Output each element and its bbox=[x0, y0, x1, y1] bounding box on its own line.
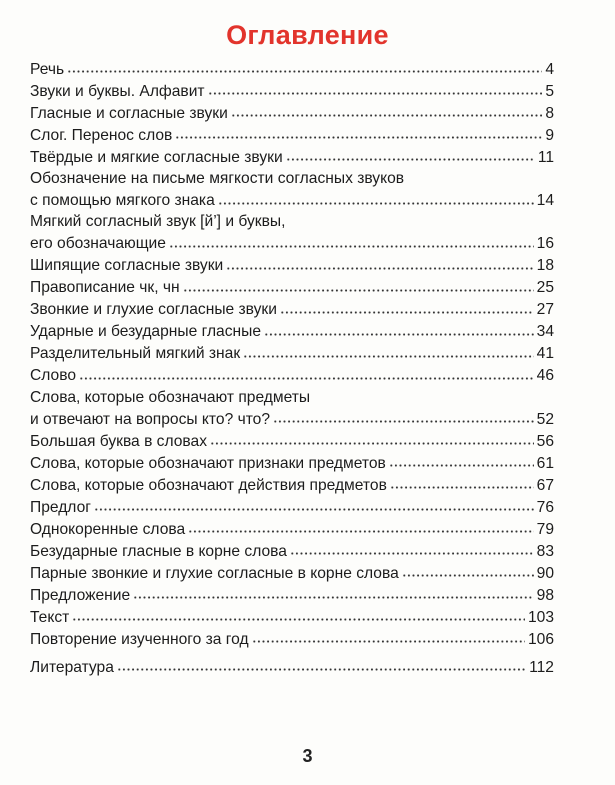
toc-entry-title: его обозначающие bbox=[30, 235, 166, 253]
toc-entry-title-line: Обозначение на письме мягкости согласных звуков bbox=[30, 170, 405, 187]
toc-entry-row bbox=[30, 474, 554, 496]
toc-entry-title: Литература bbox=[30, 658, 114, 676]
toc-entry bbox=[30, 518, 554, 540]
toc-entry-row bbox=[30, 562, 554, 584]
toc-entry-title: Твёрдые и мягкие согласные звуки bbox=[30, 148, 283, 166]
toc-entry bbox=[30, 255, 554, 277]
toc-entry-page: 14 bbox=[536, 192, 554, 209]
toc-entry-row bbox=[30, 277, 554, 299]
dot-leader bbox=[402, 562, 534, 578]
toc-entry bbox=[30, 211, 554, 254]
dot-leader bbox=[117, 656, 526, 672]
toc-entry-page: 106 bbox=[527, 630, 554, 648]
dot-leader bbox=[252, 628, 525, 644]
toc-entry-title: Безударные гласные в корне слова bbox=[30, 542, 287, 560]
dot-leader bbox=[243, 343, 533, 359]
toc-entry bbox=[30, 58, 554, 80]
toc-entry-page: 25 bbox=[536, 279, 554, 297]
toc-entry-title: Шипящие согласные звуки bbox=[30, 257, 224, 275]
dot-leader bbox=[290, 540, 534, 556]
toc-entry bbox=[30, 102, 554, 124]
toc-entry-row bbox=[30, 233, 554, 255]
toc-entry-page: 76 bbox=[536, 498, 554, 516]
toc-entry-page: 56 bbox=[536, 432, 554, 450]
dot-leader bbox=[218, 189, 534, 205]
toc-entry-title: Парные звонкие и глухие согласные в корне слова bbox=[30, 564, 399, 582]
toc-entry-title: Звуки и буквы. Алфавит bbox=[30, 82, 205, 100]
toc-entry-page: 16 bbox=[536, 235, 554, 253]
toc-entry bbox=[30, 584, 554, 606]
toc-entry-page: 112 bbox=[529, 658, 554, 676]
toc-entry-page: 27 bbox=[536, 301, 554, 319]
toc-entry-title: Ударные и безударные гласные bbox=[30, 323, 262, 341]
toc-entry bbox=[30, 606, 554, 628]
dot-leader bbox=[210, 430, 534, 446]
toc-entry bbox=[30, 277, 554, 299]
toc-entry bbox=[30, 321, 554, 343]
dot-leader bbox=[183, 277, 534, 293]
toc-entry-title: Речь bbox=[30, 60, 65, 78]
toc-entry-page: 52 bbox=[536, 410, 554, 428]
toc-entry-row bbox=[30, 146, 554, 168]
toc-entry-row bbox=[30, 584, 554, 606]
toc-entry-title: и отвечают на вопросы кто? что? bbox=[30, 410, 271, 428]
toc-entry-row bbox=[30, 189, 554, 211]
toc-entry bbox=[30, 656, 554, 678]
toc-entry-row bbox=[30, 365, 554, 387]
toc-entry bbox=[30, 452, 554, 474]
toc-entry-page: 46 bbox=[536, 367, 554, 385]
dot-leader bbox=[390, 474, 534, 490]
dot-leader bbox=[208, 80, 543, 96]
toc-entry bbox=[30, 343, 554, 365]
toc-entry-page: 11 bbox=[537, 148, 554, 166]
toc-entry bbox=[30, 628, 554, 650]
toc-entry-row bbox=[30, 58, 554, 80]
toc-entry-title: Слова, которые обозначают признаки предметов bbox=[30, 454, 386, 472]
toc-entry-row bbox=[30, 518, 554, 540]
toc-entry-row bbox=[30, 496, 554, 518]
dot-leader bbox=[286, 146, 535, 162]
toc-entry bbox=[30, 430, 554, 452]
toc-entry-title-line: Слова, которые обозначают предметы bbox=[30, 388, 311, 406]
toc-entry bbox=[30, 146, 554, 168]
dot-leader bbox=[67, 58, 542, 74]
dot-leader bbox=[133, 584, 533, 600]
toc-entry-row bbox=[30, 606, 554, 628]
dot-leader bbox=[264, 321, 534, 337]
toc-entry-title: Предлог bbox=[30, 498, 91, 516]
page-title: Оглавление bbox=[226, 20, 389, 50]
dot-leader bbox=[72, 606, 525, 622]
toc-entry-title: Текст bbox=[30, 608, 70, 626]
toc-entry-page: 83 bbox=[536, 542, 554, 560]
dot-leader bbox=[231, 102, 543, 118]
toc-entry bbox=[30, 80, 554, 102]
toc-entry-page: 5 bbox=[545, 82, 554, 100]
toc-entry-row bbox=[30, 299, 554, 321]
toc-entry-page: 41 bbox=[536, 345, 554, 363]
toc-entry-title: Большая буква в словах bbox=[30, 432, 208, 450]
toc-entry-title: Однокоренные слова bbox=[30, 520, 186, 538]
toc-entry-row bbox=[30, 80, 554, 102]
toc-entry-page: 98 bbox=[536, 586, 554, 604]
toc-entry-row bbox=[30, 540, 554, 562]
toc-entry-page: 61 bbox=[536, 454, 554, 472]
toc-entry-page: 103 bbox=[527, 608, 554, 626]
toc-entry-title: Правописание чк, чн bbox=[30, 279, 180, 297]
dot-leader bbox=[94, 496, 534, 512]
toc-entry bbox=[30, 168, 554, 211]
toc-entry bbox=[30, 365, 554, 387]
toc-entry-page: 79 bbox=[536, 520, 554, 538]
dot-leader bbox=[175, 124, 542, 140]
dot-leader bbox=[273, 408, 534, 424]
toc-entry-title: Гласные и согласные звуки bbox=[30, 104, 228, 122]
toc-entry-title: Разделительный мягкий знак bbox=[30, 345, 241, 363]
toc-entry-row bbox=[30, 124, 554, 146]
toc-entry-title: Слова, которые обозначают действия предметов bbox=[30, 476, 387, 494]
toc-entry-row bbox=[30, 452, 554, 474]
dot-leader bbox=[226, 255, 533, 271]
toc-entry-row bbox=[30, 102, 554, 124]
dot-leader bbox=[389, 452, 534, 468]
toc-entry-page: 9 bbox=[545, 126, 554, 144]
toc-entry-title-line: Мягкий согласный звук [й’] и буквы, bbox=[30, 213, 286, 231]
toc-entry bbox=[30, 299, 554, 321]
toc-entry-page: 34 bbox=[536, 323, 554, 341]
toc-entry-title: Слово bbox=[30, 367, 76, 385]
toc-entry-page: 8 bbox=[545, 104, 554, 122]
toc-entry-title: Предложение bbox=[30, 586, 131, 604]
toc-entry-page: 4 bbox=[545, 60, 554, 78]
dot-leader bbox=[169, 233, 534, 249]
toc-entry-title: Звонкие и глухие согласные звуки bbox=[30, 301, 277, 319]
toc-entry bbox=[30, 124, 554, 146]
toc-entry-page: 18 bbox=[536, 257, 554, 275]
toc-entry bbox=[30, 496, 554, 518]
toc-entry bbox=[30, 540, 554, 562]
toc-entry-row bbox=[30, 656, 554, 678]
page-number: 3 bbox=[302, 746, 313, 766]
toc-entry-row bbox=[30, 321, 554, 343]
toc-entry-title: Повторение изученного за год bbox=[30, 630, 249, 648]
toc-entry-title: Слог. Перенос слов bbox=[30, 126, 173, 144]
toc-entry-row bbox=[30, 408, 554, 430]
dot-leader bbox=[280, 299, 534, 315]
toc-entry-page: 67 bbox=[536, 476, 554, 494]
table-of-contents bbox=[30, 58, 554, 678]
toc-entry-row bbox=[30, 255, 554, 277]
toc-entry bbox=[30, 387, 554, 430]
toc-entry bbox=[30, 562, 554, 584]
dot-leader bbox=[188, 518, 533, 534]
toc-entry-title: с помощью мягкого знака bbox=[30, 192, 215, 209]
toc-entry-row bbox=[30, 628, 554, 650]
toc-entry-page: 90 bbox=[536, 564, 554, 582]
toc-entry-row bbox=[30, 343, 554, 365]
toc-entry bbox=[30, 474, 554, 496]
toc-entry-row bbox=[30, 430, 554, 452]
dot-leader bbox=[79, 365, 534, 381]
